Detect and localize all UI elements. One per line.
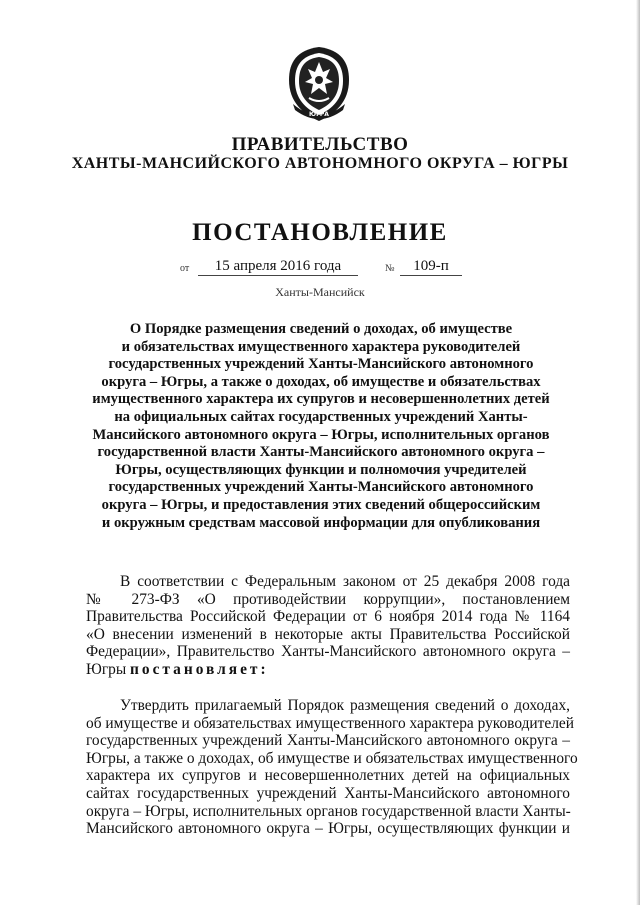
date-from-label: от <box>180 263 190 274</box>
dateline <box>180 257 480 279</box>
paragraph-line: Мансийского автономного округа – Югры, осуществляющих функции и <box>86 820 570 838</box>
last-line-suffix: : <box>260 660 266 678</box>
paragraph-line: № 273-ФЗ «О противодействии коррупции», постановлением <box>86 590 570 608</box>
emblem-caption: ЮГРА <box>309 111 329 118</box>
number-label: № <box>385 263 395 274</box>
paragraph-line: сайтах государственных учреждений Ханты-Мансийского автономного <box>86 784 570 802</box>
document-date: 15 апреля 2016 года <box>198 257 358 276</box>
subject-line: и окружным средствам массовой информации для опубликования <box>101 514 541 531</box>
government-subtitle: ХАНТЫ-МАНСИЙСКОГО АВТОНОМНОГО ОКРУГА – ЮГРЫ <box>71 155 569 172</box>
paragraph-line: В соответствии с Федеральным законом от 25 декабря 2008 года <box>120 573 570 590</box>
subject-line: округа – Югры, и предоставления этих сведений общероссийским <box>101 496 541 513</box>
subject-line: имущественного характера их супругов и несовершеннолетних детей <box>92 391 550 408</box>
last-line-prefix: Югры <box>86 660 131 678</box>
subject-line: Мансийского автономного округа – Югры, исполнительных органов <box>92 426 550 443</box>
resolves-keyword: постановляет <box>130 660 261 678</box>
document-subject <box>90 321 552 532</box>
subject-line: О Порядке размещения сведений о доходах, об имуществе <box>129 321 513 337</box>
document-type-title: ПОСТАНОВЛЕНИЕ <box>192 219 448 246</box>
paragraph-line: характера их супругов и несовершеннолетних детей на официальных <box>86 767 570 785</box>
resolution-paragraph <box>86 697 578 838</box>
coat-of-arms-icon <box>283 44 355 124</box>
paragraph-line: «О внесении изменений в некоторые акты Правительства Российской <box>86 625 570 643</box>
paragraph-line: Утвердить прилагаемый Порядок размещения сведений о доходах, <box>120 697 570 714</box>
subject-line: государственных учреждений Ханты-Мансийского автономного <box>108 356 534 373</box>
paragraph-line: государственных учреждений Ханты-Мансийского автономного округа – <box>86 732 570 750</box>
subject-line: государственной власти Ханты-Мансийского автономного округа – <box>97 444 545 461</box>
government-title: ПРАВИТЕЛЬСТВО <box>231 134 409 155</box>
paragraph-last-line <box>86 661 570 679</box>
city-name: Ханты-Мансийск <box>275 285 365 299</box>
paragraph-line: Правительства Российской Федерации от 6 ноября 2014 года № 1164 <box>86 608 570 626</box>
subject-line: на официальных сайтах государственных учреждений Ханты- <box>114 408 528 425</box>
paragraph-line: округа – Югры, исполнительных органов государственной власти Ханты- <box>86 802 571 820</box>
subject-line: и обязательствах имущественного характера руководителей <box>121 338 521 355</box>
subject-line: округа – Югры, а также о доходах, об имуществе и обязательствах <box>101 373 541 390</box>
paragraph-line: Югры, а также о доходах, об имуществе и обязательствах имущественного <box>86 749 578 767</box>
subject-line: государственных учреждений Ханты-Мансийского автономного <box>108 479 534 496</box>
document-number: 109-п <box>400 257 462 276</box>
preamble-paragraph <box>86 573 570 679</box>
paragraph-line: Федерации», Правительство Ханты-Мансийского автономного округа – <box>86 643 570 661</box>
paragraph-line: об имуществе и обязательствах имущественного характера руководителей <box>86 714 574 732</box>
subject-line: Югры, осуществляющих функции и полномочия учредителей <box>115 461 527 478</box>
